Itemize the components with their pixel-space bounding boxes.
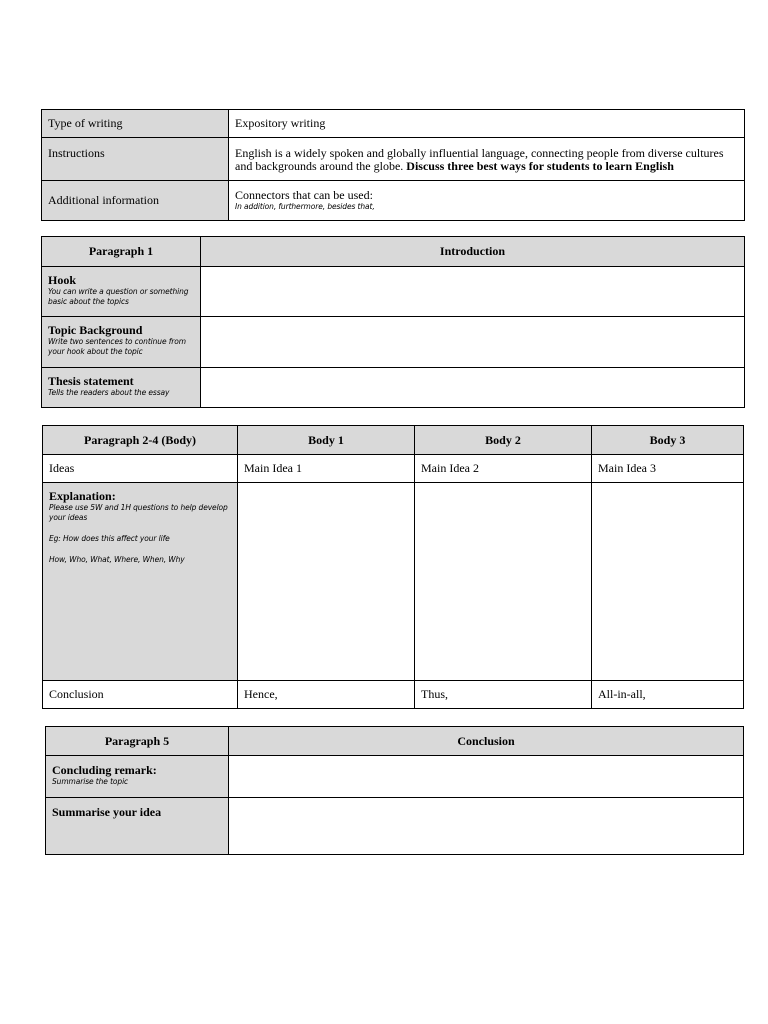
type-of-writing-value: Expository writing <box>229 110 745 138</box>
hook-cell <box>42 267 201 317</box>
hook-answer-cell[interactable] <box>201 267 745 317</box>
body-2-header: Body 2 <box>415 426 592 455</box>
summarise-idea-label: Summarise your idea <box>52 805 162 819</box>
body-3-explanation-cell[interactable] <box>592 483 744 681</box>
body-conclusion-label: Conclusion <box>43 681 238 709</box>
additional-info-label: Additional information <box>42 181 229 221</box>
additional-info-value <box>229 181 745 221</box>
explanation-hint: Please use 5W and 1H questions to help develop your ideas <box>49 503 228 522</box>
thesis-statement-cell <box>42 368 201 408</box>
concluding-remark-cell <box>46 756 229 798</box>
introduction-header: Introduction <box>201 237 745 267</box>
body-2-explanation-cell[interactable] <box>415 483 592 681</box>
summarise-idea-answer-cell[interactable] <box>229 798 744 855</box>
introduction-table <box>41 236 745 408</box>
hook-label: Hook <box>48 273 77 287</box>
topic-background-cell <box>42 317 201 368</box>
type-of-writing-label: Type of writing <box>42 110 229 138</box>
topic-background-answer-cell[interactable] <box>201 317 745 368</box>
body-3-conclusion[interactable]: All-in-all, <box>592 681 744 709</box>
hook-hint: You can write a question or something basic about the topics <box>48 287 189 306</box>
explanation-label: Explanation: <box>49 489 116 503</box>
body-2-conclusion[interactable]: Thus, <box>415 681 592 709</box>
body-1-explanation-cell[interactable] <box>238 483 415 681</box>
paragraph-1-header: Paragraph 1 <box>42 237 201 267</box>
body-1-header: Body 1 <box>238 426 415 455</box>
thesis-statement-hint: Tells the readers about the essay <box>48 388 170 397</box>
instructions-label: Instructions <box>42 138 229 181</box>
concluding-remark-hint: Summarise the topic <box>52 777 129 786</box>
topic-background-hint: Write two sentences to continue from your hook about the topic <box>48 337 186 356</box>
conclusion-table <box>45 726 744 855</box>
summarise-idea-cell <box>46 798 229 855</box>
explanation-cell <box>43 483 238 681</box>
body-table <box>42 425 744 709</box>
body-1-conclusion[interactable]: Hence, <box>238 681 415 709</box>
thesis-statement-answer-cell[interactable] <box>201 368 745 408</box>
body-paragraph-header: Paragraph 2-4 (Body) <box>43 426 238 455</box>
instructions-text: English is a widely spoken and globally influential language, connecting people from diverse cultures and backgrounds around the globe. <box>235 146 724 173</box>
paragraph-5-header: Paragraph 5 <box>46 727 229 756</box>
ideas-label: Ideas <box>43 455 238 483</box>
main-idea-2[interactable]: Main Idea 2 <box>415 455 592 483</box>
concluding-remark-label: Concluding remark: <box>52 763 157 777</box>
explanation-questions: How, Who, What, Where, When, Why <box>49 555 185 564</box>
body-3-header: Body 3 <box>592 426 744 455</box>
assignment-info-table <box>41 109 745 221</box>
instructions-task: Discuss three best ways for students to learn English <box>406 159 674 173</box>
main-idea-1[interactable]: Main Idea 1 <box>238 455 415 483</box>
connectors-text: Connectors that can be used: <box>235 188 373 202</box>
connectors-hint: In addition, furthermore, besides that, <box>235 202 375 211</box>
topic-background-label: Topic Background <box>48 323 143 337</box>
concluding-remark-answer-cell[interactable] <box>229 756 744 798</box>
thesis-statement-label: Thesis statement <box>48 374 134 388</box>
explanation-example: Eg: How does this affect your life <box>49 534 170 543</box>
conclusion-header: Conclusion <box>229 727 744 756</box>
instructions-value <box>229 138 745 181</box>
main-idea-3[interactable]: Main Idea 3 <box>592 455 744 483</box>
